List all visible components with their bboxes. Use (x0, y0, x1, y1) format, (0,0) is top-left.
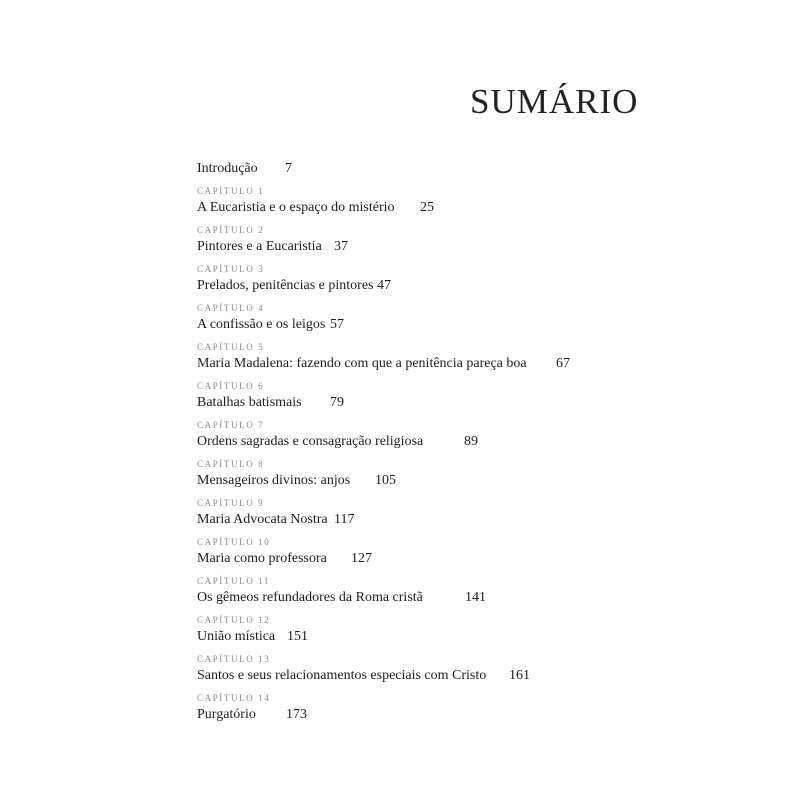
entry-page: 127 (351, 551, 372, 566)
entry-title: Maria Advocata Nostra (197, 512, 328, 527)
entry-page: 173 (286, 707, 307, 722)
entry-line (197, 589, 486, 607)
entry-page: 151 (287, 629, 308, 644)
chapter-label: CAPÍTULO 14 (197, 693, 271, 703)
entry-page: 37 (334, 239, 348, 254)
entry-page: 161 (509, 668, 530, 683)
chapter-label: CAPÍTULO 9 (197, 498, 265, 508)
entry-title: A Eucaristia e o espaço do mistério (197, 200, 395, 215)
entry-title: A confissão e os leigos (197, 317, 326, 332)
chapter-label: CAPÍTULO 13 (197, 654, 271, 664)
entry-page: 117 (334, 512, 355, 527)
chapter-label: CAPÍTULO 5 (197, 342, 265, 352)
entry-line (197, 433, 478, 451)
entry-line (197, 160, 292, 178)
entry-page: 67 (556, 356, 570, 371)
entry-title: Introdução (197, 161, 258, 176)
entry-line (197, 667, 530, 685)
chapter-label: CAPÍTULO 4 (197, 303, 265, 313)
chapter-label: CAPÍTULO 6 (197, 381, 265, 391)
entry-title: Mensageiros divinos: anjos (197, 473, 351, 488)
entry-title: Prelados, penitências e pintores (197, 278, 374, 293)
entry-page: 105 (375, 473, 396, 488)
entry-line (197, 706, 307, 724)
entry-line (197, 550, 372, 568)
chapter-label: CAPÍTULO 12 (197, 615, 271, 625)
chapter-label: CAPÍTULO 10 (197, 537, 271, 547)
entry-line (197, 394, 344, 412)
chapter-label: CAPÍTULO 7 (197, 420, 265, 430)
entry-line (197, 472, 396, 490)
entry-line (197, 277, 391, 295)
entry-title: Ordens sagradas e consagração religiosa (197, 434, 424, 449)
entry-title: Pintores e a Eucaristia (197, 239, 322, 254)
entry-line (197, 511, 355, 529)
entry-line (197, 628, 308, 646)
chapter-label: CAPÍTULO 1 (197, 186, 265, 196)
entry-page: 141 (465, 590, 486, 605)
entry-line (197, 199, 434, 217)
entry-line (197, 355, 570, 373)
entry-title: Batalhas batismais (197, 395, 302, 410)
chapter-label: CAPÍTULO 8 (197, 459, 265, 469)
entry-page: 89 (464, 434, 478, 449)
entry-page: 25 (420, 200, 434, 215)
chapter-label: CAPÍTULO 11 (197, 576, 271, 586)
entry-title: Os gêmeos refundadores da Roma cristã (197, 590, 423, 605)
entry-title: Purgatório (197, 707, 256, 722)
chapter-label: CAPÍTULO 3 (197, 264, 265, 274)
entry-page: 47 (377, 278, 391, 293)
entry-title: União mística (197, 629, 276, 644)
entry-title: Maria Madalena: fazendo com que a penitência pareça boa (197, 356, 527, 371)
entry-line (197, 316, 344, 334)
entry-page: 7 (285, 161, 292, 176)
entry-page: 79 (330, 395, 344, 410)
entry-line (197, 238, 348, 256)
entry-title: Santos e seus relacionamentos especiais com Cristo (197, 668, 487, 683)
entry-page: 57 (330, 317, 344, 332)
entry-title: Maria como professora (197, 551, 327, 566)
chapter-label: CAPÍTULO 2 (197, 225, 265, 235)
page-title: SUMÁRIO (470, 82, 639, 121)
